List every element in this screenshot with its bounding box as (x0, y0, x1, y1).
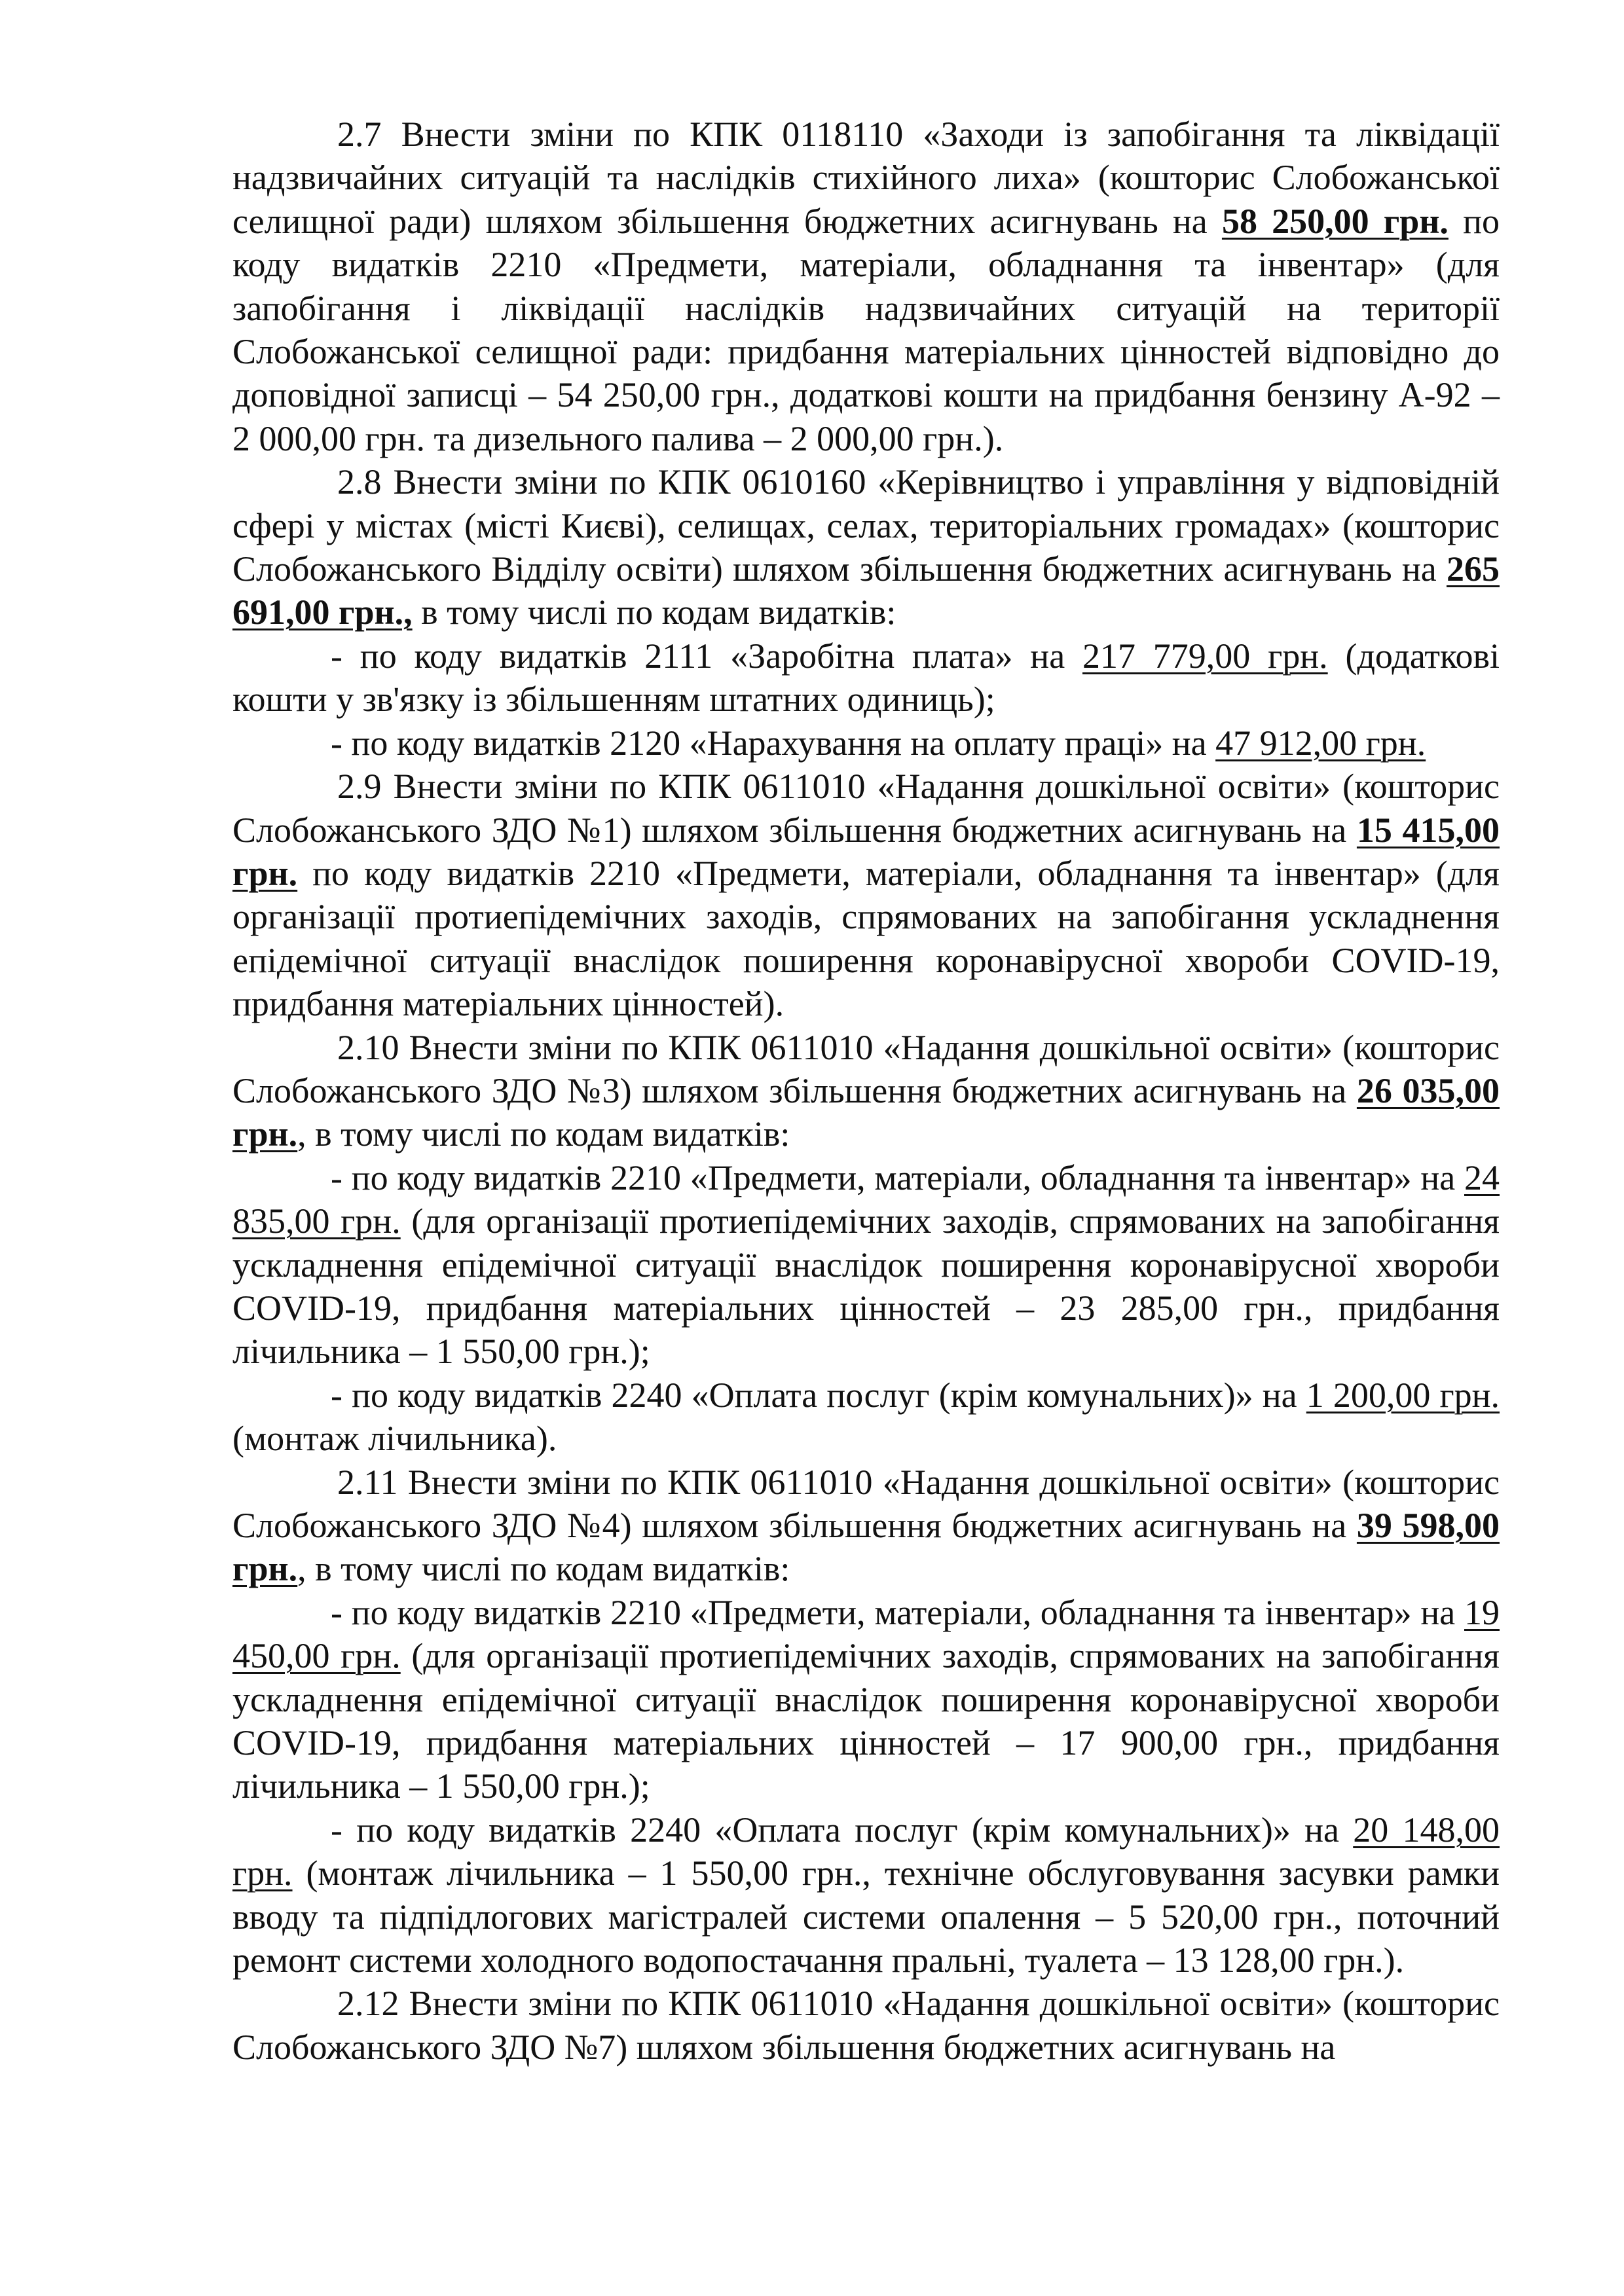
subparagraph-2240-zdo3 (232, 1374, 1500, 1461)
paragraph-text: (додаткові кошти у зв'язку із збільшенням штатних одиниць); (232, 636, 1500, 720)
paragraph-2-7 (232, 113, 1500, 460)
paragraph-text: - по коду видатків 2120 «Нарахування на оплату праці» на (331, 723, 1216, 763)
paragraph-text: (монтаж лічильника). (232, 1419, 557, 1459)
paragraph-text: 2.11 Внести зміни по КПК 0611010 «Надання дошкільної освіти» (кошторис Слобожанського ЗДО №4) шляхом збільшення бюджетних асигнувань на (232, 1462, 1500, 1545)
paragraph-2-11 (232, 1461, 1500, 1591)
subparagraph-2111 (232, 634, 1500, 721)
paragraph-text: - по коду видатків 2240 «Оплата послуг (крім комунальних)» на (331, 1375, 1306, 1415)
paragraph-text: - по коду видатків 2210 «Предмети, матеріали, обладнання та інвентар» на (331, 1592, 1464, 1632)
paragraph-text: 2.8 Внести зміни по КПК 0610160 «Керівництво і управління у відповідній сфері у містах (місті Києві), селищах, селах, територіальних громадах» (кошторис Слобожанського Відділу освіти) шляхом збільшення бюджетних асигнувань на (232, 462, 1500, 589)
paragraph-2-12 (232, 1982, 1500, 2069)
amount-underlined: 20 148,00 грн. (232, 1810, 1500, 1893)
subparagraph-2120 (232, 721, 1500, 765)
amount-underlined: 217 779,00 грн. (1082, 636, 1328, 676)
paragraph-text: (монтаж лічильника – 1 550,00 грн., технічне обслуговування засувки рамки вводу та підпідлогових магістралей системи опалення – 5 520,00 грн., поточний ремонт системи холодного водопостачання пральні, туалета – 13 128,00 грн.). (232, 1853, 1500, 1980)
paragraph-text: - по коду видатків 2210 «Предмети, матеріали, обладнання та інвентар» на (331, 1157, 1464, 1197)
subparagraph-2210-zdo4 (232, 1591, 1500, 1808)
paragraph-text: 2.12 Внести зміни по КПК 0611010 «Надання дошкільної освіти» (кошторис Слобожанського ЗДО №7) шляхом збільшення бюджетних асигнувань на (232, 1984, 1500, 2067)
paragraph-2-9 (232, 765, 1500, 1025)
paragraph-2-10 (232, 1026, 1500, 1156)
paragraph-text: 2.9 Внести зміни по КПК 0611010 «Надання дошкільної освіти» (кошторис Слобожанського ЗДО №1) шляхом збільшення бюджетних асигнувань на (232, 767, 1500, 850)
subparagraph-2240-zdo4 (232, 1808, 1500, 1982)
paragraph-text: , в тому числі по кодам видатків: (297, 1549, 790, 1589)
paragraph-text: (для організації протиепідемічних заходів, спрямованих на запобігання ускладнення епідемічної ситуації внаслідок поширення коронавірусної хвороби COVID-19, придбання матеріальних цінностей – 23 285,00 грн., придбання лічильника – 1 550,00 грн.); (232, 1201, 1500, 1372)
amount-bold-underlined: 26 035,00 грн. (232, 1070, 1500, 1154)
paragraph-2-8 (232, 460, 1500, 634)
amount-bold-underlined: 265 691,00 грн., (232, 549, 1500, 632)
amount-bold-underlined: 15 415,00 грн. (232, 810, 1500, 893)
paragraph-text: (для організації протиепідемічних заходів, спрямованих на запобігання ускладнення епідемічної ситуації внаслідок поширення коронавірусної хвороби COVID-19, придбання матеріальних цінностей – 17 900,00 грн., придбання лічильника – 1 550,00 грн.); (232, 1636, 1500, 1806)
paragraph-text: по коду видатків 2210 «Предмети, матеріали, обладнання та інвентар» (для організації протиепідемічних заходів, спрямованих на запобігання ускладнення епідемічної ситуації внаслідок поширення коронавірусної хвороби COVID-19, придбання матеріальних цінностей). (232, 853, 1500, 1024)
subparagraph-2210-zdo3 (232, 1156, 1500, 1374)
amount-underlined: 19 450,00 грн. (232, 1592, 1500, 1676)
document-page (232, 113, 1500, 2069)
paragraph-text: в тому числі по кодам видатків: (412, 592, 896, 632)
amount-underlined: 47 912,00 грн. (1215, 723, 1426, 763)
amount-underlined: 1 200,00 грн. (1306, 1375, 1500, 1415)
paragraph-text: по коду видатків 2210 «Предмети, матеріали, обладнання та інвентар» (для запобігання і ліквідації наслідків надзвичайних ситуацій на території Слобожанської селищної ради: придбання матеріальних цінностей відповідно до доповідної записці – 54 250,00 грн., додаткові кошти на придбання бензину А-92 – 2 000,00 грн. та дизельного палива – 2 000,00 грн.). (232, 201, 1500, 458)
amount-underlined: 24 835,00 грн. (232, 1157, 1500, 1241)
paragraph-text: 2.7 Внести зміни по КПК 0118110 «Заходи із запобігання та ліквідації надзвичайних ситуацій та наслідків стихійного лиха» (кошторис Слобожанської селищної ради) шляхом збільшення бюджетних асигнувань на (232, 115, 1500, 241)
paragraph-text: - по коду видатків 2111 «Заробітна плата» на (331, 636, 1082, 676)
paragraph-text: - по коду видатків 2240 «Оплата послуг (крім комунальних)» на (331, 1810, 1354, 1850)
amount-bold-underlined: 58 250,00 грн. (1221, 201, 1449, 241)
paragraph-text: , в тому числі по кодам видатків: (297, 1114, 790, 1154)
paragraph-text: 2.10 Внести зміни по КПК 0611010 «Надання дошкільної освіти» (кошторис Слобожанського ЗДО №3) шляхом збільшення бюджетних асигнувань на (232, 1027, 1500, 1110)
amount-bold-underlined: 39 598,00 грн. (232, 1506, 1500, 1589)
